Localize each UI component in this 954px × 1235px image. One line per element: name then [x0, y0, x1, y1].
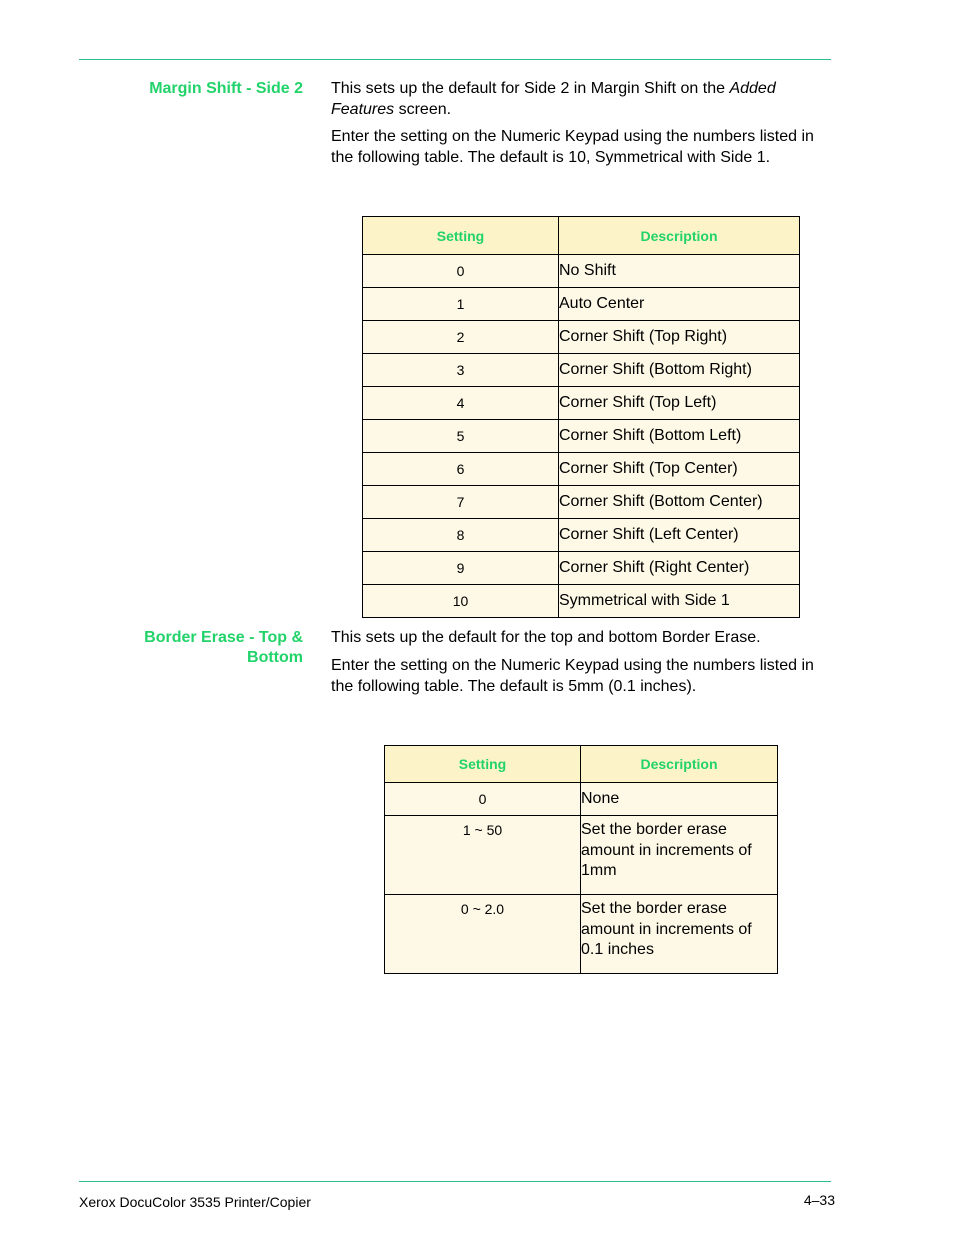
column-header-description: Description [559, 217, 800, 255]
intro-text-end: screen. [394, 100, 452, 118]
setting-value: 5 [363, 420, 559, 453]
table-row [385, 816, 778, 895]
setting-description: No Shift [559, 255, 800, 288]
column-header-setting: Setting [385, 746, 581, 783]
setting-value: 2 [363, 321, 559, 354]
table-row [363, 453, 800, 486]
setting-description: Set the border erase amount in increments of 1mm [581, 816, 778, 895]
setting-description: Corner Shift (Bottom Center) [559, 486, 800, 519]
table-row [363, 486, 800, 519]
setting-description: Corner Shift (Bottom Right) [559, 354, 800, 387]
table-row [363, 321, 800, 354]
table-header-row [385, 746, 778, 783]
footer-page-number: 4–33 [803, 1192, 835, 1208]
table-row [363, 354, 800, 387]
table-row [363, 552, 800, 585]
setting-description: Set the border erase amount in increments of 0.1 inches [581, 895, 778, 974]
setting-description: None [581, 783, 778, 816]
setting-description: Auto Center [559, 288, 800, 321]
intro-italic-term: Added Features [331, 80, 776, 118]
setting-description: Corner Shift (Top Center) [559, 453, 800, 486]
table-header-row [363, 217, 800, 255]
setting-description: Symmetrical with Side 1 [559, 585, 800, 618]
bottom-rule [79, 1181, 831, 1182]
column-header-description: Description [581, 746, 778, 783]
margin-shift-intro [331, 79, 836, 120]
setting-description: Corner Shift (Top Right) [559, 321, 800, 354]
table-row [363, 255, 800, 288]
setting-value: 1 ~ 50 [385, 816, 581, 895]
intro-text: This sets up the default for Side 2 in Margin Shift on the [331, 80, 730, 97]
setting-value: 6 [363, 453, 559, 486]
table-row [385, 783, 778, 816]
setting-value: 9 [363, 552, 559, 585]
column-header-setting: Setting [363, 217, 559, 255]
heading-line: Bottom [247, 649, 303, 666]
setting-value: 3 [363, 354, 559, 387]
margin-shift-table [362, 216, 800, 618]
setting-description: Corner Shift (Top Left) [559, 387, 800, 420]
setting-value: 7 [363, 486, 559, 519]
setting-value: 10 [363, 585, 559, 618]
setting-description: Corner Shift (Left Center) [559, 519, 800, 552]
border-erase-instructions: Enter the setting on the Numeric Keypad using the numbers listed in the following table. The default is 5mm (0.1 inches). [331, 657, 814, 695]
table-row [363, 387, 800, 420]
table-row [363, 420, 800, 453]
setting-value: 0 [385, 783, 581, 816]
setting-value: 1 [363, 288, 559, 321]
section-heading-margin-shift: Margin Shift - Side 2 [149, 80, 303, 97]
border-erase-table [384, 745, 778, 974]
setting-description: Corner Shift (Bottom Left) [559, 420, 800, 453]
setting-description: Corner Shift (Right Center) [559, 552, 800, 585]
table-row [385, 895, 778, 974]
setting-value: 8 [363, 519, 559, 552]
setting-value: 0 ~ 2.0 [385, 895, 581, 974]
setting-value: 4 [363, 387, 559, 420]
footer-product-name: Xerox DocuColor 3535 Printer/Copier [79, 1194, 311, 1210]
border-erase-intro: This sets up the default for the top and bottom Border Erase. [331, 629, 761, 646]
table-row [363, 288, 800, 321]
setting-value: 0 [363, 255, 559, 288]
heading-line: Border Erase - Top & [144, 629, 303, 646]
table-row [363, 585, 800, 618]
table-row [363, 519, 800, 552]
margin-shift-instructions: Enter the setting on the Numeric Keypad using the numbers listed in the following table. The default is 10, Symmetrical with Side 1. [331, 128, 814, 166]
section-heading-border-erase [79, 628, 303, 668]
top-rule [79, 59, 831, 60]
